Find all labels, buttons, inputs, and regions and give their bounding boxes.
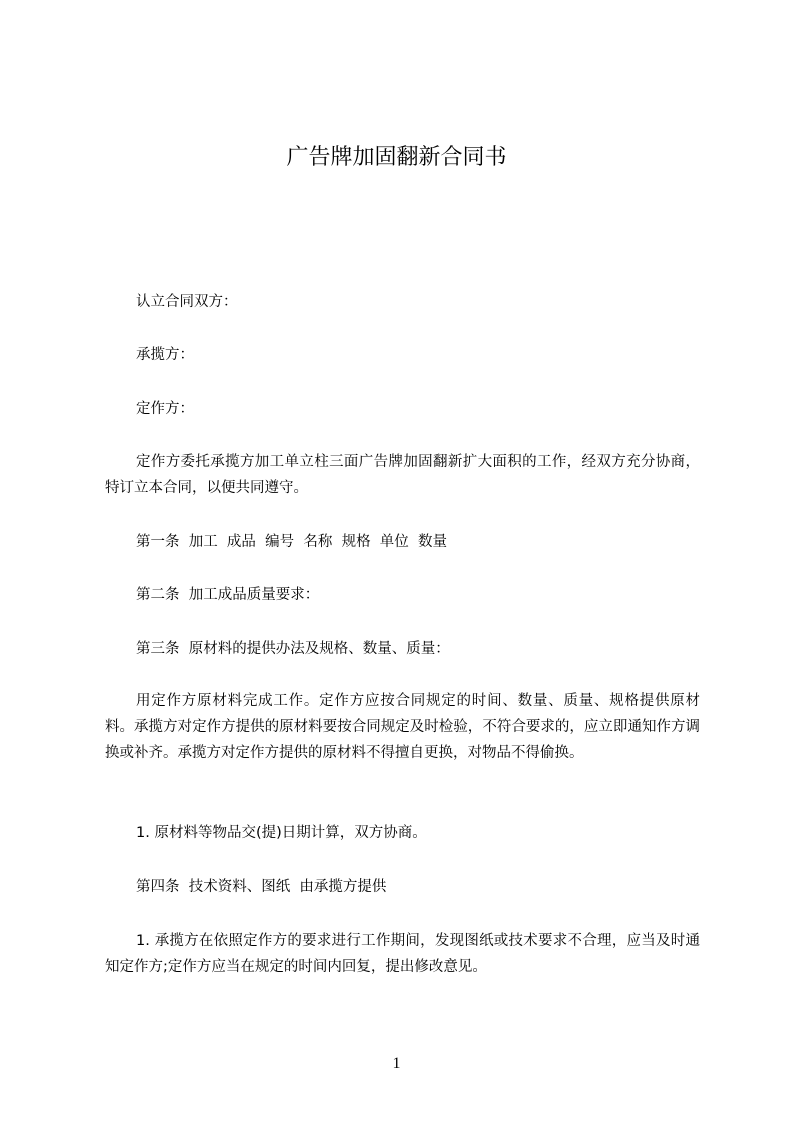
article-3-heading: 第三条 原材料的提供办法及规格、数量、质量： (136, 641, 450, 657)
document-title: 广告牌加固翻新合同书 (286, 145, 507, 170)
contractor-label: 承揽方： (136, 347, 194, 363)
intro-paragraph: 定作方委托承揽方加工单立柱三面广告牌加固翻新扩大面积的工作，经双方充分协商，特订立本合同，以便共同遵守。 (105, 454, 700, 496)
technical-requirements-clause: 1. 承揽方在依照定作方的要求进行工作期间，发现图纸或技术要求不合理，应当及时通知定作方;定作方应当在规定的时间内回复，提出修改意见。 (105, 933, 700, 975)
contract-parties-label: 认立合同双方： (136, 294, 238, 310)
article-1-heading: 第一条 加工 成品 编号 名称 规格 单位 数量 (136, 534, 448, 550)
page-number: 1 (392, 1055, 401, 1072)
materials-paragraph: 用定作方原材料完成工作。定作方应按合同规定的时间、数量、质量、规格提供原材料。承揽方对定作方提供的原材料要按合同规定及时检验，不符合要求的，应立即通知作方调换或补齐。承揽方对定作方提供的原材料不得擅自更换，对物品不得偷换。 (105, 693, 700, 761)
article-2-heading: 第二条 加工成品质量要求： (136, 587, 320, 603)
client-label: 定作方： (136, 401, 194, 417)
delivery-date-clause: 1. 原材料等物品交(提)日期计算，双方协商。 (136, 825, 427, 841)
article-4-heading: 第四条 技术资料、图纸 由承揽方提供 (136, 879, 387, 895)
